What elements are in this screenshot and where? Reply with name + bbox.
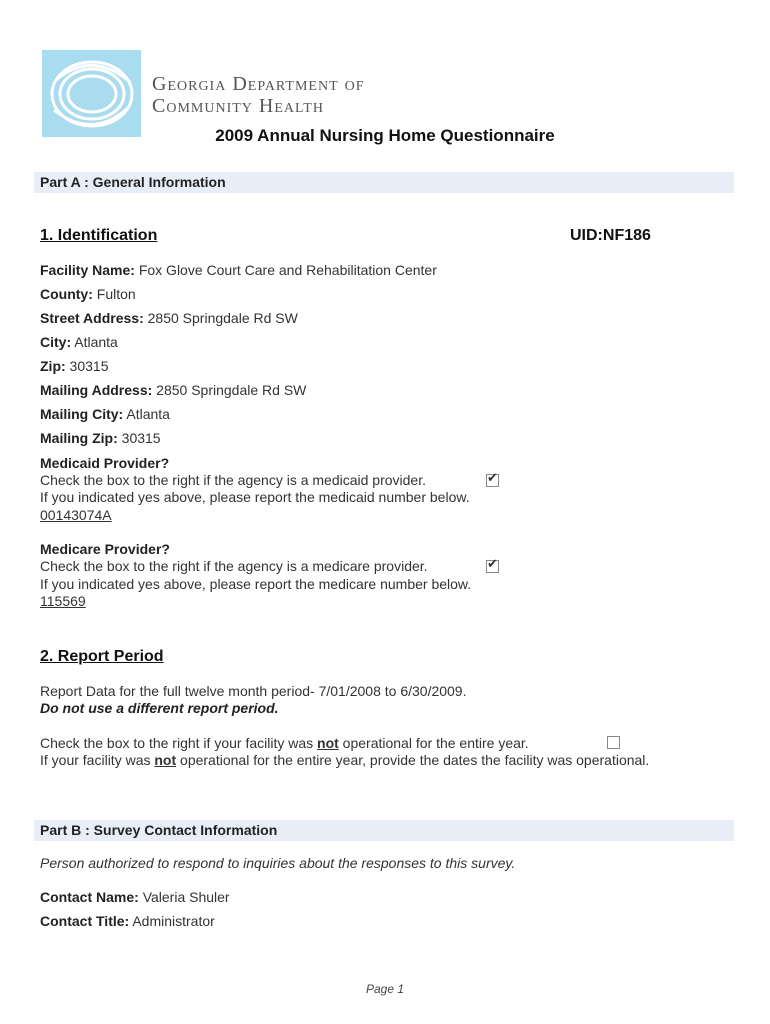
medicare-number: 115569 [40, 593, 86, 609]
street-label: Street Address: [40, 310, 144, 326]
checkmark-icon: ✔ [487, 470, 498, 485]
uid-label: UID:NF186 [570, 227, 651, 244]
city-row [40, 334, 118, 350]
medicaid-check-text: Check the box to the right if the agency is a medicaid provider. [40, 472, 426, 488]
medicare-report-text: If you indicated yes above, please report the medicare number below. [40, 576, 472, 592]
mailing-zip-label: Mailing Zip: [40, 430, 118, 446]
contact-title-row [40, 913, 215, 929]
contact-title-label: Contact Title: [40, 913, 130, 929]
mailing-city-value: Atlanta [126, 406, 170, 422]
contact-name-value: Valeria Shuler [142, 889, 230, 905]
county-row [40, 286, 136, 302]
operational-dates-text: If your facility was not operational for the entire year, provide the dates the facility was operational. [40, 752, 650, 768]
street-row [40, 310, 298, 326]
medicare-label: Medicare Provider? [40, 541, 170, 557]
county-value: Fulton [96, 286, 136, 302]
medicare-checkbox[interactable] [486, 556, 499, 573]
mailing-address-value: 2850 Springdale Rd SW [156, 382, 307, 398]
contact-title-value: Administrator [132, 913, 215, 929]
zip-label: Zip: [40, 358, 66, 374]
part-b-intro: Person authorized to respond to inquiries about the responses to this survey. [40, 855, 516, 871]
medicaid-label: Medicaid Provider? [40, 455, 170, 471]
org-name-line2: Community Health [152, 95, 324, 117]
facility-name-value: Fox Glove Court Care and Rehabilitation Center [138, 262, 437, 278]
dch-logo-icon [42, 50, 141, 137]
city-value: Atlanta [74, 334, 118, 350]
org-name [152, 73, 365, 117]
document-title: 2009 Annual Nursing Home Questionnaire [215, 126, 555, 145]
medicare-check-text: Check the box to the right if the agency is a medicare provider. [40, 558, 428, 574]
part-b-header [34, 820, 734, 841]
mailing-city-row [40, 406, 170, 422]
part-a-header [34, 172, 734, 193]
city-label: City: [40, 334, 72, 350]
medicaid-checkbox[interactable] [486, 470, 499, 487]
mailing-zip-value: 30315 [121, 430, 161, 446]
report-period-warning: Do not use a different report period. [40, 700, 279, 716]
medicaid-number: 00143074A [40, 507, 112, 523]
zip-row [40, 358, 108, 374]
zip-value: 30315 [69, 358, 109, 374]
page-number: Page 1 [365, 982, 405, 996]
org-name-line1: Georgia Department of [152, 73, 365, 95]
facility-name-label: Facility Name: [40, 262, 135, 278]
report-period-heading: 2. Report Period [40, 648, 164, 665]
part-a-label: Part A : General Information [40, 174, 226, 190]
street-value: 2850 Springdale Rd SW [147, 310, 298, 326]
contact-name-label: Contact Name: [40, 889, 139, 905]
mailing-zip-row [40, 430, 161, 446]
part-b-label: Part B : Survey Contact Information [40, 822, 278, 838]
not-operational-checkbox[interactable] [607, 736, 620, 749]
medicaid-report-text: If you indicated yes above, please report the medicaid number below. [40, 489, 470, 505]
facility-name-row [40, 262, 437, 278]
report-period-line1: Report Data for the full twelve month period- 7/01/2008 to 6/30/2009. [40, 683, 467, 699]
contact-name-row [40, 889, 230, 905]
checkmark-icon: ✔ [487, 556, 498, 571]
not-operational-check-text: Check the box to the right if your facility was not operational for the entire year. [40, 735, 529, 751]
county-label: County: [40, 286, 93, 302]
mailing-city-label: Mailing City: [40, 406, 124, 422]
mailing-address-label: Mailing Address: [40, 382, 153, 398]
identification-heading: 1. Identification [40, 227, 158, 244]
mailing-address-row [40, 382, 306, 398]
